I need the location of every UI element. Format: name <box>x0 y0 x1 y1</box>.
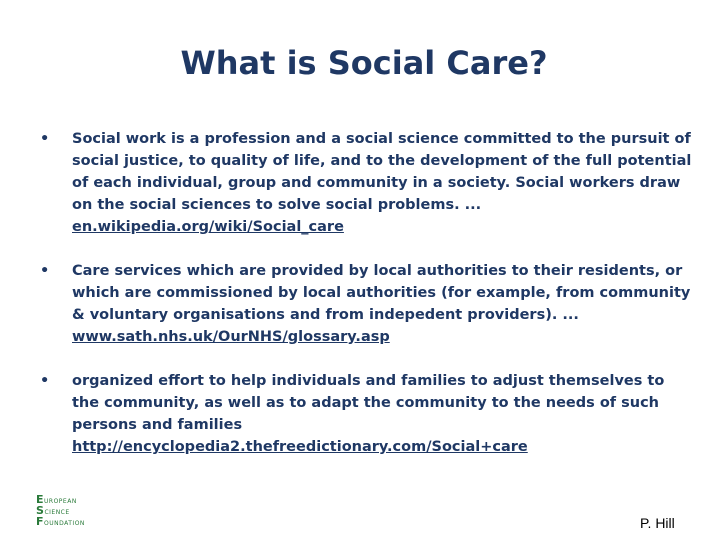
foundation-logo <box>36 495 100 529</box>
bullet-item <box>40 260 692 348</box>
bullet-item <box>40 128 692 238</box>
bullet-item <box>40 370 692 458</box>
bullet-text: Care services which are provided by local authorities to their residents, or which are commissioned by local authorities (for example, from community & voluntary organisations and from indepedent providers). ... <box>72 263 691 323</box>
logo-line: SCIENCE <box>36 504 70 517</box>
source-link[interactable]: http://encyclopedia2.thefreedictionary.com/Social+care <box>72 439 528 455</box>
bullet-list <box>40 128 692 458</box>
source-link[interactable]: www.sath.nhs.uk/OurNHS/glossary.asp <box>72 329 390 345</box>
logo-line: EUROPEAN <box>36 493 77 506</box>
slide-title: What is Social Care? <box>180 44 548 82</box>
author-credit: P. Hill <box>640 515 675 531</box>
bullet-marker: • <box>40 373 50 389</box>
bullet-text: Social work is a profession and a social science committed to the pursuit of social justice, to quality of life, and to the development of the full potential of each individual, group and community in a society. Social workers draw on the social sciences to solve social problems. ... <box>72 131 692 213</box>
bullet-text: organized effort to help individuals and families to adjust themselves to the community, as well as to adapt the community to the needs of such persons and families <box>72 373 665 433</box>
source-link[interactable]: en.wikipedia.org/wiki/Social_care <box>72 219 344 235</box>
bullet-marker: • <box>40 131 50 147</box>
logo-line: FOUNDATION <box>36 515 85 528</box>
bullet-marker: • <box>40 263 50 279</box>
logo-text <box>36 495 100 528</box>
